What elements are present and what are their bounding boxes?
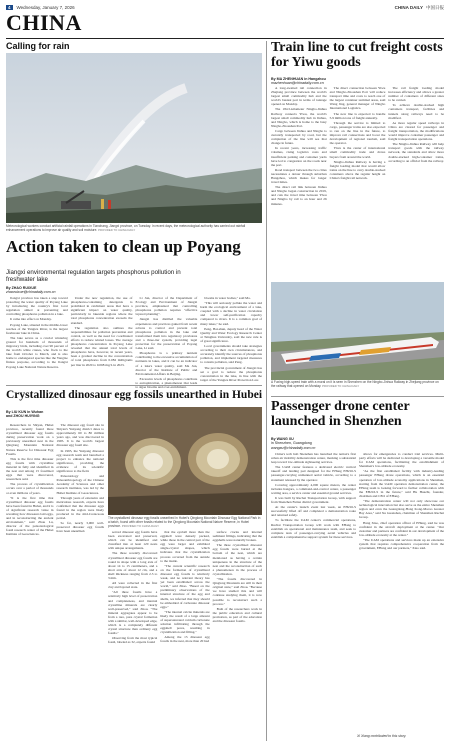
- paragraph: The three recently discovered crystallized dinosaur egg fossils are round in shape with a long axis of about 14 to 15 centimeters, and a short axis of about 12 cm, and a shell thickness ranging from 2.3 to 3 mm.: [108, 551, 158, 581]
- train-column-1: [271, 86, 327, 281]
- eggs-column-4: [160, 530, 209, 743]
- paragraph: The UAM center features a dedicated electric vertical takeoff and landing pad designed for the EHang EH216-S passenger-carrying unmanned aerial vehicle, according to a statement released by the operator.: [271, 465, 356, 482]
- paragraph: Jiangxi province has taken a step toward protecting the water quality of Poyang Lake by introducing the country's first local regulation aimed at preventing and controlling phosphorus pollution in a lake.: [6, 296, 68, 317]
- paragraph: Researchers in Shiyan, Hubei province, recently found three crystallized dinosaur egg fossils during preservation work on a previously unearthed nest in the Qinglong Mountain National Nature Reserve for Dinosaur Egg Fossils.: [6, 423, 54, 456]
- paragraph: This is the first time dinosaur egg fossils with crystalline material in fully and identified in the nest and among 15 fossilized eggs that were discovered, researchers said.: [6, 456, 54, 482]
- paragraph: The new line is expected to handle 5.9 million tons of freight annually.: [329, 111, 386, 120]
- paragraph: China's tech hub Shenzhen has launched the nation's first urban air mobility demonstration center, marking a substantial leap toward low-altitude sightseeing services.: [271, 452, 356, 465]
- drone-byline-city: in Shenzhen, Guangdong: [271, 441, 312, 446]
- eggs-column-2: [57, 423, 105, 743]
- brand-name-cn: 中国日报: [426, 4, 444, 10]
- issue-date: Wednesday, January 7, 2026: [16, 5, 75, 10]
- paragraph: "The internal calcite minerals are likely the result of a large amount of supersaturated calcium carbonate solution infiltrating through the eggshell pores, resulting in crystallization and filling.": [160, 609, 210, 635]
- section-title: CHINA: [6, 10, 82, 35]
- paragraph: Under the new regulation, the use of phosphorus-containing detergents is prohibited in catchment areas that have a significant impact on water quality, particularly in lakeside regions where the total phosphorus concentration exceeds the standard.: [70, 296, 133, 325]
- train-body: [271, 86, 444, 281]
- paragraph: To facilitate the UAM center's commercial operations, Ruchai Transportation Group will work with EHang to establish an operational and maintenance team, and seek to complete tests of passenger-carrying aerial vehicles and establish a comprehensive support system for these services.: [271, 518, 356, 539]
- paragraph: "The demonstration center will not only showcase our technological innovation but also serve as the entire Shenzhen region and even the Guangdong-Hong Kong-Macao Greater Bay Area," said Xu Guanshan, chairman of Shenzhen Ruchai Group.: [359, 499, 444, 520]
- paragraph: that the eyeball more than the eggshell were densely packed, while those in the central part of the egg were larger and exhibited single-crystal shapes, which indicates that the crystallization process occurred from the outside to the inside.: [160, 530, 210, 563]
- paragraph: In 1995, the Yunyang dinosaur egg research team and launched a project to enhance the national significance, providing the evidence of its scientific significance to the field.: [56, 448, 104, 474]
- paragraph: In recent years, increasing traffic volumes, rising logistics costs and insufficient parking and container yards have led to congestion on the roads near the port.: [271, 146, 327, 167]
- drone-byline-email: wangxu@chinadaily.com.cn: [271, 445, 316, 450]
- train-byline-email: mazhenhuan@chinadaily.com.cn: [271, 81, 324, 86]
- rainfall-photo-credit: PROVIDED TO CHINA DAILY: [98, 227, 136, 232]
- rainfall-photo: [6, 53, 262, 223]
- paragraph: "The current scientific research on the formation of crystallized dinosaur egg fossils is relatively weak, and no relevant theory has yet been established across the world," said Zhao. "Based on the preliminary observations of the internal structure of the egg and shells, we inferred that they should be embedded of carbonate dinosaur eggs.": [160, 563, 210, 609]
- train-photo-caption: [271, 381, 444, 389]
- paragraph: "It is the first time that crystallized dinosaur egg fossils have been found in Hubei, and it is of significant research value in revealing how dinosaurs laid eggs, and in reconstructing the ancient environment," said Zhou Lu, director of the paleontological fossil research center of the Hubei Institute of Geosciences.: [6, 495, 54, 537]
- drone-body: [271, 452, 444, 732]
- paragraph: As more regular speed railways in China are cleared for passenger and freight transportation, the modifications would improve container passenger and freight transportation operations.: [388, 120, 445, 142]
- train-photo-credit: PROVIDED TO CHINA DAILY: [322, 383, 360, 388]
- paragraph: Phosphorus is a primary nutrient contributing to the excessive accumulation of nutrients in lakes, and it can be an indicator of a lake's water quality, said Ma Jun, director of the Institute of Public and Environmental Affairs in Beijing.: [135, 351, 198, 376]
- egg-fossil-illustration: [108, 407, 262, 515]
- drone-column-2: [359, 452, 444, 732]
- lake-column-4: [200, 296, 262, 381]
- paragraph: So far, nearly 3,000 well-preserved dinosaur egg fossils have been unearthed.: [56, 521, 104, 534]
- paragraph: It was built by Ruchai Transportation Group, with support from Shenzhen Futian district government.: [271, 495, 356, 505]
- eggs-column-3: [108, 530, 157, 743]
- photo-kicker: Calling for rain: [6, 41, 70, 51]
- paragraph: allows for emergencies to conduct trial services. Multi-party efforts will be dedicated to developing a versatile model for UAM operations, facilitating the establishment of Shenzhen's low-altitude economy.: [359, 452, 444, 469]
- train-caption-text: A Fuxing high-speed train with a mural on it is seen in Shenzhen on the Ningbo-Jinhua Railway in Zhejiang province on the railway that opened on Monday.: [271, 380, 439, 388]
- rainfall-photo-caption: [6, 225, 262, 233]
- lake-byline-email: zhaoruixue@chinadaily.com.cn: [6, 290, 56, 295]
- eggs-body-left: [6, 423, 104, 743]
- eggs-photo-credit: PROVIDED TO CHINA DAILY: [121, 523, 159, 528]
- paragraph: "This will seriously pollute the water and harm the ecological environment of a lake, coupled with a decline in water circulation and lower self-purification capacity compared to rivers. It is a common goal of many lakes," he said.: [200, 301, 262, 326]
- paragraph: The regulation also outlines the responsibilities for pollution prevention and control, as well as the need for coordinated efforts to reduce related losses. The average phosphorus concentration in Poyang Lake revealed that the annual total levels of phosphorus have, however, in recent years, been a gradual decline in the concentration of total phosphorus from 0.082 milligrams per liter in 2020 to 0.068 mg/L in 2023.: [70, 325, 133, 367]
- eggs-column-1: [6, 423, 54, 743]
- paragraph: The 184.5-kilometer Ningbo-Jinhua Railway connects Yiwu, the world's largest small commodity hub in Jinhua, and Ningbo, which is home to the busy Ningbo-Zhoushan Port.: [271, 107, 327, 128]
- paragraph: Paleontology and Paleoanthropology of the Chinese Academy of Sciences and other research institutes, was led by the Hubei Institute of Geosciences.: [56, 474, 104, 495]
- paragraph: At the center's launch event last week, an EH216-S successfully lifted off and completed a demonstration route and returned safely.: [271, 505, 356, 518]
- paragraph: Both of the researchers work in the public education and cultural promotion, as part of the education and the dinosaur fossils.: [212, 606, 262, 623]
- paragraph: "The UAM operations and services made up an extensive system that requires comprehensive cooperation from the government, EHang and our partners," Xiao said.: [359, 537, 444, 551]
- paragraph: The direct rail link between Jinhua and Ningbo began construction in 2019, and cuts the travel time between Yiwu and Ningbo by rail to an hour and 26 minutes.: [271, 185, 327, 206]
- paragraph: Ningbo-Jinhua Railway is having a freight loading model that would allow trains on the line to carry double-stacked containers above the regular height on China's freight rail network.: [329, 159, 386, 180]
- lake-body: [6, 296, 262, 389]
- paragraph: "As the first established facility with industry-leading passenger EHang drone operations, which is an essential operation of low-altitude economy applications in Shenzhen, starting from the UAM operation demonstration center, the EHang team is looking forward to further collaboration with the EH216-S in the future," said Hu Huazhi, founder, chairman and CEO of EHang.: [359, 469, 444, 498]
- eggs-byline: [6, 410, 66, 419]
- eggs-byline-author: By LIU KUN in Wuhan: [6, 410, 44, 414]
- train-byline-author: By MA ZHENHUAN in Hangzhou: [271, 77, 326, 81]
- drone-byline-author: By WANG XU: [271, 437, 294, 441]
- paragraph: Peng, Bai-shun, deputy head of the Water Quality and Water Ecology Research Center at Tsinghua University, said the new rule is of great significance.: [200, 326, 262, 343]
- paragraph: Local governments should take strategies according to their own circumstances, and accurately identify the sources of phosphorus pollution, and implement targeted measures to contain pollution, said Peng.: [200, 344, 262, 365]
- eggs-caption-text: The crystallized dinosaur egg fossils unearthed in Hubei's Qinglong Mountain Dinosaur Egg National Park in a batch, found with other fossils related to the Qinglong Mountain National Nature Reserve, in Hubei province.: [108, 516, 261, 528]
- brand-name: CHINA DAILY: [394, 5, 423, 10]
- paragraph: The dinosaur egg fossil site in Shiyan's Yunyang district dates to approximately 60 to 80 million years ago, and was discovered in 1995. It is the world's largest dinosaur egg fossil site.: [56, 423, 104, 448]
- page-number: 4: [8, 5, 11, 10]
- lake-column-3: [135, 296, 198, 389]
- paragraph: The process of crystallization occurs over a period of thousands or even millions of years.: [6, 482, 54, 495]
- divider: [271, 396, 444, 397]
- paragraph: Excessive levels of phosphorus contribute to eutrophication, a phenomenon that leads to algae blooms and over-enrichment.: [135, 376, 198, 389]
- paragraph: Observing from the most typical fossil, labeled as 32, experts found: [108, 636, 158, 645]
- eggs-photo-caption: [108, 517, 262, 529]
- lake-column-2: [71, 296, 133, 381]
- lake-byline-author: By ZHAO RUIXUE: [6, 286, 37, 290]
- paragraph: surface cracks and internal sediment fillings, indicating that the eggshells were naturally broken.: [212, 530, 262, 543]
- rainfall-photo-illustration: [6, 53, 262, 223]
- drone-contributor-note: Xi Xiang contributed to this story.: [357, 734, 407, 738]
- eggs-byline-author2: and ZHOU HUIYING: [6, 414, 40, 419]
- paragraph: Through years of extensive and meticulous research, experts have confirmed that the dinosaur eggs found in the region were likely produced in the mid-Cretaceous period.: [56, 495, 104, 521]
- paragraph: Poyang Lake, situated in the middle-lower reaches of the Yangtze River, is the largest freshwater lake in China.: [6, 322, 68, 335]
- paragraph: Li Jun, director of the Department of Ecology and Environment of Jiangxi province, emphasized that controlling phosphorus pollution requires "effective layered planning".: [135, 296, 198, 317]
- paragraph: Covering approximately 4,000 square meters, the center includes hangars, a command-and-control center, a passenger waiting area, a service center and essential ground services.: [271, 482, 356, 495]
- paragraph: Through the service is limited to cargo, passenger trains are also expected to run on the line in the future, to improve rail connections and boost the development of regional tourism, said the operator.: [329, 120, 386, 146]
- divider: [6, 385, 262, 386]
- eggs-column-5: [213, 530, 262, 743]
- paragraph: It came into effect on Monday.: [10, 317, 52, 322]
- train-byline: [271, 77, 444, 86]
- rainfall-caption-text: Meteorological workers conduct artificial rainfall operations in Tianchang, Jiangxi province, on Tuesday. In recent days, the meteorological authority has carried out rainfall enhancement operations to improve air quality and soil moisture.: [6, 224, 246, 232]
- drone-byline: [271, 437, 351, 450]
- column-divider: [266, 41, 267, 741]
- paragraph: All were collected in the first clay and layered state.: [108, 581, 158, 590]
- train-headline: Train line to cut freight costs for Yiwu goods: [271, 40, 443, 70]
- paragraph: Road transport between the two cities necessitates a detour through suburban Hangzhou, which makes for longer travel times.: [271, 167, 327, 185]
- lake-headline: Action taken to clean up Poyang: [6, 237, 241, 256]
- paragraph: "The fossils discovered in Qinglong Mountain are still in their original state," said Zhou. "Because we have studied this and will continue studying them, it is now possible to reconstruct such a process.": [212, 577, 262, 606]
- paragraph: The Ningbo-Jinhua Railway will help transport goods with the railway network, the standards and allow more double-stacked high-container trains, according to an official from the railway.: [388, 142, 445, 163]
- lake-byline: [6, 286, 66, 295]
- paragraph: Yiwu is the center of international small commodity trade and draws buyers from around the world.: [329, 146, 386, 159]
- paragraph: Hang Xiao, chief operation officer of EHang, said he was confident in the aircraft deployment at the center. "Our customer and partners are confident in our development of the low-altitude economy at the center.": [359, 520, 444, 537]
- eggs-body-right: [108, 530, 262, 743]
- eggs-headline: Crystallized dinosaur egg fossils unearthed in Hubei: [6, 389, 263, 401]
- paragraph: The three crystallized dinosaur egg fossils were buried at the bottom of the nest, which are mentioned as having a certain uniqueness in the structure of the nest and the reconstruction of such a phenomenon in the process of crystallization.: [212, 543, 262, 576]
- paragraph: The provincial government of Jiangxi has set a goal to reduce the phosphorus concentration in the lake, in line with the target of the Yangtze River Protection Law.: [200, 365, 262, 382]
- train-column-2: [330, 86, 386, 281]
- eggs-photo: [108, 407, 262, 515]
- paragraph: blooms in water bodies," said Ma.: [204, 296, 251, 300]
- paragraph: Jiangxi has distilled the valuable experiences and practices gained from recent actions to control and prevent total phosphorus pollution in the lake and transformed them into regulatory provisions and a three-tier system, providing legal protection for the preservation of Poyang Lake, Li said.: [135, 317, 198, 351]
- paragraph: served dinosaur egg fossils have been excavated and preserved, which can be identified and classified into at least 120 nests with unique arrangements.: [108, 530, 158, 551]
- train-photo: [271, 282, 444, 380]
- paragraph: To achieve double-stacked high containers transport, facilities and tunnels along railways need to be modified.: [388, 103, 445, 120]
- paragraph: "All three fossils have a relatively high level of preservation and completeness, and internal crystalline minerals are clearly well-preserved," said Zhou. "The mineral aggregates appear to be from a rare, pure crystal formation with a similar, well-developed edge, which is a completely different crystal structure than ordinary egg fossils.": [108, 590, 158, 636]
- paragraph: The direct connection between Yiwu and Ningbo-Zhoushan Port will reduce transport time and costs to reach one of the largest container terminal areas, said Wang Jing, general manager of Ningbo International Logistics.: [329, 86, 386, 111]
- lake-deck: Jiangxi environmental regulation targets phosphorus pollution in freshwater lake: [6, 269, 181, 284]
- lake-column-1: [6, 296, 68, 381]
- drone-column-1: [271, 452, 356, 732]
- paragraph: The rail freight loading model increases efficiency and allows a greater number of containers of different sizes to be carried.: [388, 86, 445, 103]
- paragraph: Cargo between Jinhua and Ningbo is currently transported by road, but the completion of the line will see that change in future.: [271, 128, 327, 146]
- section-rule: [6, 38, 444, 39]
- train-illustration: [271, 282, 444, 380]
- train-column-3: [388, 86, 444, 281]
- paragraph: Among the 15 dinosaur egg fossils in the nest, more than 20 had: [160, 635, 210, 644]
- paragraph: A long-awaited rail connection in Zhejiang province between the world's largest small commodity hub and the world's busiest port in terms of tonnage opened on Monday.: [271, 86, 327, 107]
- drone-headline: Passenger drone center launched in Shenzhen: [271, 399, 410, 429]
- paragraph: The lake serves as a crucial wintering ground for hundreds of thousands of migratory birds, including over 90 percent of the world's white cranes, who flock to the lake from October to March, and is also home to endangered species like the Yangtze finless porpoise, according to the Jiangxi Poyang Lake National Nature Reserve.: [6, 335, 68, 369]
